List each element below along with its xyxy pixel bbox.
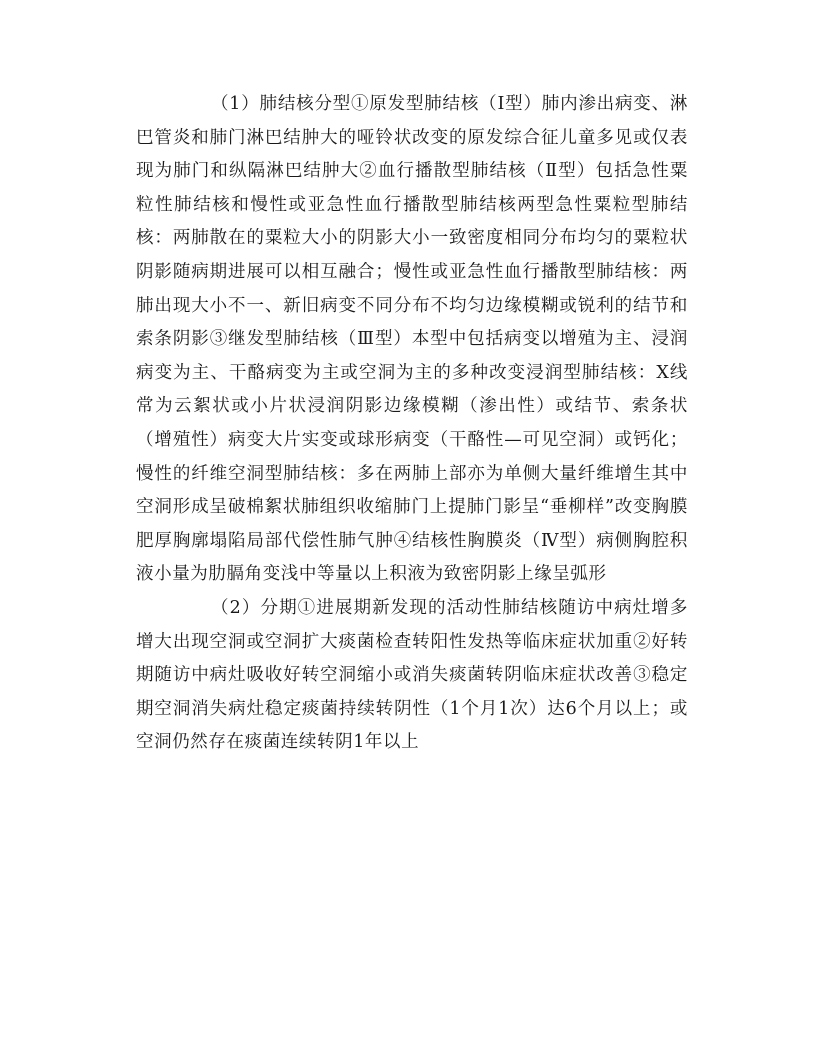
paragraph-classification: （1）肺结核分型①原发型肺结核（Ⅰ型）肺内渗出病变、淋巴管炎和肺门淋巴结肿大的哑铃状改变的原发综合征儿童多见或仅表现为肺门和纵隔淋巴结肿大②血行播散型肺结核（Ⅱ型）包括急性粟粒性肺结核和慢性或亚急性血行播散型肺结核两型急性粟粒型肺结核：两肺散在的粟粒大小的阴影大小一致密度相同分布均匀的粟粒状阴影随病期进展可以相互融合；慢性或亚急性血行播散型肺结核：两肺出现大小不一、新旧病变不同分布不均匀边缘模糊或锐利的结节和索条阴影③继发型肺结核（Ⅲ型）本型中包括病变以增殖为主、浸润病变为主、干酪病变为主或空洞为主的多种改变浸润型肺结核：X线常为云絮状或小片状浸润阴影边缘模糊（渗出性）或结节、索条状（增殖性）病变大片实变或球形病变（干酪性—可见空洞）或钙化；慢性的纤维空洞型肺结核：多在两肺上部亦为单侧大量纤维增生其中空洞形成呈破棉絮状肺组织收缩肺门上提肺门影呈“垂柳样”改变胸膜肥厚胸廓塌陷局部代偿性肺气肿④结核性胸膜炎（Ⅳ型）病侧胸腔积液小量为肋膈角变浅中等量以上积液为致密阴影上缘呈弧形 — [136, 94, 688, 585]
document-body — [136, 88, 688, 760]
paragraph-staging: （2）分期①进展期新发现的活动性肺结核随访中病灶增多增大出现空洞或空洞扩大痰菌检查转阳性发热等临床症状加重②好转期随访中病灶吸收好转空洞缩小或消失痰菌转阴临床症状改善③稳定期空洞消失病灶稳定痰菌持续转阴性（1个月1次）达6个月以上；或空洞仍然存在痰菌连续转阴1年以上 — [136, 597, 688, 753]
